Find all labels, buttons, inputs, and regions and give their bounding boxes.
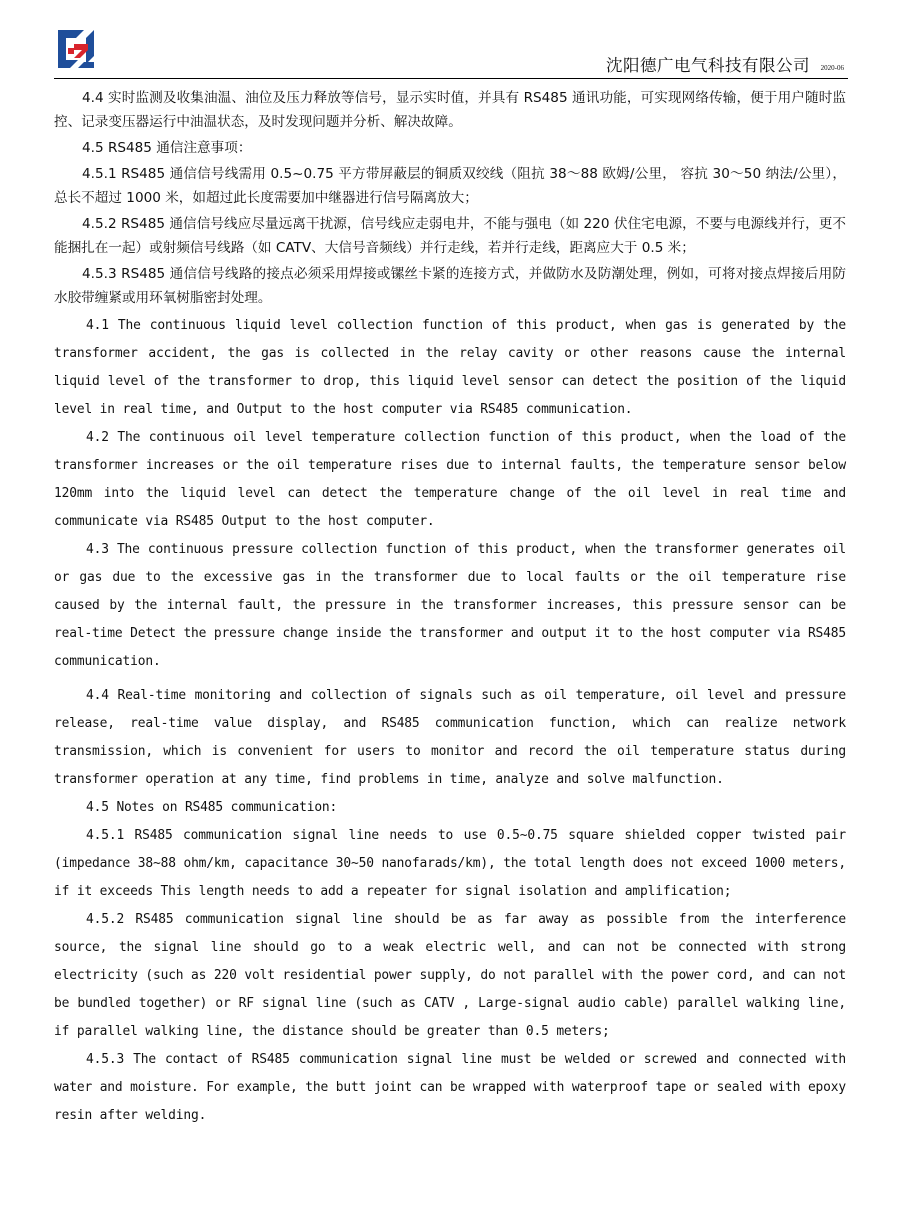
document-body [54, 86, 846, 1130]
en-paragraph-4-4: 4.4 Real-time monitoring and collection of signals such as oil temperature, oil level and pressure release, real-time value display, and RS485 communication function, which can realize network transmission, which is convenient for users to monitor and record the oil temperature status during transformer operation at any time, find problems in time, analyze and solve malfunction. [54, 688, 846, 787]
cn-paragraph-4-4: 4.4 实时监测及收集油温、油位及压力释放等信号，显示实时值，并具有 RS485 通讯功能，可实现网络传输，便于用户随时监控、记录变压器运行中油温状态，及时发现问题并分析、解决故障。 [54, 90, 846, 130]
en-paragraph-4-5-1: 4.5.1 RS485 communication signal line needs to use 0.5~0.75 square shielded copper twisted pair (impedance 38~88 ohm/km, capacitance 30~50 nanofarads/km), the total length does not exceed 1000 meters, if it exceeds This length needs to add a repeater for signal isolation and amplification; [54, 828, 846, 899]
company-logo-icon [54, 26, 98, 72]
header-divider [54, 78, 848, 79]
en-paragraph-4-5: 4.5 Notes on RS485 communication: [86, 800, 338, 815]
en-paragraph-4-3: 4.3 The continuous pressure collection function of this product, when the transformer generates oil or gas due to the excessive gas in the transformer due to local faults or the oil temperature rise caused by the internal fault, the pressure in the transformer increases, this pressure sensor can be real-time Detect the pressure change inside the transformer and output it to the host computer via RS485 communication. [54, 542, 846, 669]
company-name: 沈阳德广电气科技有限公司 [606, 56, 810, 75]
cn-paragraph-4-5: 4.5 RS485 通信注意事项： [82, 140, 252, 156]
en-paragraph-4-2: 4.2 The continuous oil level temperature collection function of this product, when the load of the transformer increases or the oil temperature rises due to internal faults, the temperature sensor below 120mm into the liquid level can detect the temperature change of the oil level in real time and communicate via RS485 Output to the host computer. [54, 430, 846, 529]
en-paragraph-4-1: 4.1 The continuous liquid level collection function of this product, when gas is generated by the transformer accident, the gas is collected in the relay cavity or other reasons cause the internal liquid level of the transformer to drop, this liquid level sensor can detect the position of the liquid level in real time, and Output to the host computer via RS485 communication. [54, 318, 846, 417]
document-date: 2020-06 [820, 64, 844, 72]
cn-paragraph-4-5-1: 4.5.1 RS485 通信信号线需用 0.5~0.75 平方带屏蔽层的铜质双绞线（阻抗 38～88 欧姆/公里， 容抗 30～50 纳法/公里），总长不超过 1000 米，如超过此长度需要加中继器进行信号隔离放大； [54, 166, 846, 206]
page-header [54, 26, 848, 78]
cn-paragraph-4-5-2: 4.5.2 RS485 通信信号线应尽量远离干扰源，信号线应走弱电井，不能与强电（如 220 伏住宅电源，不要与电源线并行，更不能捆扎在一起）或射频信号线路（如 CATV、大信号音频线）并行走线，若并行走线，距离应大于 0.5 米； [54, 216, 846, 256]
en-paragraph-4-5-2: 4.5.2 RS485 communication signal line should be as far away as possible from the interference source, the signal line should go to a weak electric well, and can not be connected with strong electricity (such as 220 volt residential power supply, do not parallel with the power cord, and can not be bundled together) or RF signal line (such as CATV , Large-signal audio cable) parallel walking line, if parallel walking line, the distance should be greater than 0.5 meters; [54, 912, 846, 1039]
cn-paragraph-4-5-3: 4.5.3 RS485 通信信号线路的接点必须采用焊接或镙丝卡紧的连接方式，并做防水及防潮处理，例如，可将对接点焊接后用防水胶带缠紧或用环氧树脂密封处理。 [54, 266, 846, 306]
en-paragraph-4-5-3: 4.5.3 The contact of RS485 communication signal line must be welded or screwed and connected with water and moisture. For example, the butt joint can be wrapped with waterproof tape or sealed with epoxy resin after welding. [54, 1052, 846, 1123]
